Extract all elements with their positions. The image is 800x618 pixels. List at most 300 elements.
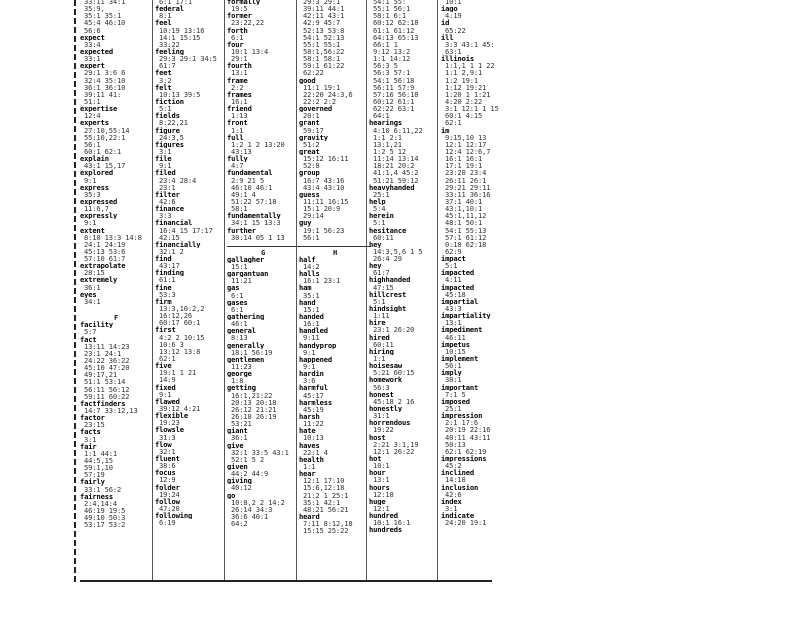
page-line-reference: 12:4 12:6,7 <box>445 147 491 156</box>
index-headword: impartiality <box>441 312 491 320</box>
page-line-reference: 45:13 53:6 <box>84 247 126 256</box>
page-line-reference: 35:1 <box>303 291 320 299</box>
index-headword: hey <box>369 240 382 248</box>
left-margin-rule <box>74 0 76 582</box>
page-line-reference: 42:6 <box>445 490 462 498</box>
page-line-reference: 10:1 <box>373 462 390 470</box>
page-line-reference: 49:17,21 <box>84 371 117 379</box>
index-headword: former <box>227 12 252 20</box>
index-headword: haves <box>299 441 320 449</box>
page-line-reference: 9:1 <box>159 390 172 398</box>
page-line-reference: 9:1 <box>159 162 172 170</box>
page-line-reference: 8:22,21 <box>159 119 188 127</box>
index-headword: formally <box>227 0 260 6</box>
index-headword: handed <box>299 313 324 321</box>
index-headword: hear <box>299 470 316 478</box>
index-column-6 <box>441 0 513 580</box>
column-divider <box>224 0 225 582</box>
index-headword: fourth <box>227 62 252 70</box>
page-line-reference: 29:21 29:11 <box>445 183 491 191</box>
page-line-reference: 58:1,56:22 <box>303 47 345 56</box>
page-line-reference: 23:22,22 <box>231 19 264 27</box>
index-headword: file <box>155 155 172 163</box>
page-line-reference: 1:1 2,9:1 <box>445 69 483 77</box>
page-line-reference: 3:1 <box>445 504 458 513</box>
index-headword: fixed <box>155 383 176 391</box>
page-line-reference: 51:1 53:14 <box>84 378 126 386</box>
page-line-reference: 3:1 12:1 1 15 <box>445 105 499 113</box>
page-line-reference: 52:8 <box>303 162 320 170</box>
page-line-reference: 35:3 <box>84 190 101 198</box>
index-headword: factfinders <box>80 399 126 408</box>
page-line-reference: 22:1 4 <box>303 448 328 456</box>
column-divider <box>152 0 153 582</box>
index-headword: flowsle <box>155 426 184 434</box>
index-headword: impression <box>441 412 483 420</box>
page-line-reference: 41:1,4 45:2 <box>373 169 419 177</box>
page-line-reference: 19:1 56:23 <box>303 226 345 234</box>
index-headword: filter <box>155 190 180 198</box>
index-headword: harmful <box>299 384 328 392</box>
index-headword: expertise <box>80 105 118 113</box>
page-line-reference: 15:6,12:18 <box>303 484 345 492</box>
page-line-reference: 56:3 5 <box>373 62 398 70</box>
page-line-reference: 54:1 52:13 <box>303 33 345 41</box>
page-line-reference: 32:1 33:5 43:1 <box>231 448 289 456</box>
index-headword: facility <box>80 321 113 329</box>
index-headword: gravity <box>299 133 328 141</box>
page-line-reference: 6:19 <box>159 519 176 527</box>
index-headword: folder <box>155 483 180 491</box>
page-line-reference: 60:1 4:15 <box>445 112 483 120</box>
page-line-reference: 11:14 13:14 <box>373 155 419 163</box>
page-line-reference: 9:1 <box>84 219 97 227</box>
index-headword: following <box>155 512 193 520</box>
index-headword: front <box>227 119 248 127</box>
index-headword: im <box>441 126 450 134</box>
page-line-reference: 7:11 8:12,18 <box>303 520 353 528</box>
page-line-reference: 51:1 <box>84 97 101 106</box>
page-line-reference: 21:2 1 25:1 <box>303 491 349 499</box>
page-line-reference: 29:1 <box>231 55 248 63</box>
page-line-reference: 0:10 62:18 <box>445 240 487 248</box>
page-line-reference: 16:12,26 <box>159 312 192 320</box>
index-headword: feet <box>155 69 172 77</box>
page-line-reference: 64:13 65:13 <box>373 33 419 41</box>
page-line-reference: 24:1 24:19 <box>84 240 126 248</box>
page-line-reference: 12:1 17:10 <box>303 477 345 485</box>
page-line-reference: 1:2 5 12 <box>373 147 406 156</box>
page-line-reference: 56:6 <box>84 26 101 34</box>
page-line-reference: 54:1 55:13 <box>445 226 487 234</box>
page-line-reference: 7:1 5 <box>445 390 466 398</box>
page-line-reference: 5:1 <box>445 262 458 270</box>
page-line-reference: 49:10 50:3 <box>84 514 126 522</box>
page-line-reference: 13:12 13:8 <box>159 347 201 356</box>
index-headword: fair <box>80 442 97 450</box>
page-line-reference: 10:1 16:1 <box>373 519 411 527</box>
page-line-reference: 9:1 <box>84 176 97 184</box>
index-headword: implement <box>441 355 479 363</box>
index-headword: heavyhanded <box>369 183 415 191</box>
page-line-reference: 12:4 <box>84 112 101 120</box>
page-line-reference: 46:11 <box>445 333 466 341</box>
page-line-reference: 13:3,10:2,2 <box>159 305 205 313</box>
index-headword: health <box>299 455 324 463</box>
page-line-reference: 10:1 <box>445 0 462 6</box>
page-line-reference: 9:1 <box>303 348 316 356</box>
page-line-reference: 59:1,10 <box>84 464 113 472</box>
page-line-reference: 49:1 4 <box>231 190 256 198</box>
index-headword: first <box>155 326 176 334</box>
page-line-reference: 5:1 <box>373 297 386 306</box>
index-headword: hot <box>369 455 382 463</box>
page-line-reference: 1:1 2:1 <box>373 133 402 141</box>
page-line-reference: 18:21 20:2 <box>373 162 415 170</box>
page-line-reference: 3:6 <box>303 377 316 385</box>
page-line-reference: 32:4 35:10 <box>84 76 126 84</box>
page-line-reference: 13:1 <box>373 476 390 484</box>
page-line-reference: 35:9, <box>84 5 105 13</box>
section-letter <box>80 305 152 313</box>
page-line-reference: 22:2 2:2 <box>303 97 336 106</box>
page-line-reference: 4:20 2:22 <box>445 97 483 106</box>
index-headword: ham <box>299 284 312 292</box>
index-headword: hesitance <box>369 226 407 234</box>
page-line-reference: 60:12 61:1 <box>373 97 415 106</box>
page-line-reference: 62:1 62:19 <box>445 447 487 455</box>
page-line-reference: 59:1 61:22 <box>303 62 345 70</box>
index-headword: indicate <box>441 512 474 520</box>
page-line-reference: 60:1 62:1 <box>84 147 122 156</box>
index-headword: guy <box>299 219 312 227</box>
page-line-reference: 11:23 <box>231 363 252 371</box>
page-line-reference: 3:3 43:1 45: <box>445 40 495 48</box>
page-line-reference: 58:1 6:1 <box>373 12 406 20</box>
page-line-reference: 4:10 6:11,22 <box>373 126 423 134</box>
index-headword: fairness <box>80 492 113 500</box>
index-headword: follow <box>155 497 180 505</box>
page-line-reference: 45:10 47:20 <box>84 364 130 372</box>
page-line-reference: 16:1 <box>303 320 320 328</box>
page-line-reference: 10:15 <box>445 347 466 356</box>
page-line-reference: 14:7 33:12,13 <box>84 407 138 415</box>
index-headword: hey <box>369 262 382 270</box>
page-line-reference: 34:1 <box>84 297 101 306</box>
index-headword: four <box>227 40 244 48</box>
index-headword: host <box>369 433 386 441</box>
index-headword: hearings <box>369 119 402 127</box>
page-line-reference: 33:22 <box>159 40 180 48</box>
index-headword: frames <box>227 90 252 98</box>
index-headword: given <box>227 463 248 471</box>
page-line-reference: 43:13 <box>231 147 252 156</box>
index-headword: hour <box>369 469 386 477</box>
page-line-reference: 29:3 29:1 <box>303 0 341 6</box>
page-line-reference: 11:1 19:1 <box>303 83 341 91</box>
index-headword: handyprop <box>299 341 337 349</box>
page-line-reference: 33:4 <box>84 40 101 48</box>
page-line-reference: 40:12 <box>231 484 252 492</box>
index-headword: gathering <box>227 313 265 321</box>
index-headword: figures <box>155 140 184 148</box>
index-headword: george <box>227 370 252 378</box>
page-line-reference: 45:2 <box>445 462 462 470</box>
index-headword: gentlemen <box>227 355 265 364</box>
page-line-reference: 42:6 <box>159 197 176 206</box>
index-headword: flawed <box>155 397 180 406</box>
page-line-reference: 36:1 36:10 <box>84 83 126 91</box>
page-line-reference: 57:19 <box>84 471 105 479</box>
page-line-reference: 12:1 26:22 <box>373 447 415 455</box>
page-line-reference: 44:2 44:9 <box>231 470 269 478</box>
page-line-reference: 38:1 <box>445 376 462 384</box>
page-line-reference: 10:13 39:5 <box>159 90 201 98</box>
page-line-reference: 29:14 <box>303 212 324 220</box>
page-line-reference: 9:12 13:2 <box>373 47 411 56</box>
page-line-reference: 8:1 <box>159 12 172 20</box>
page-line-reference: 43:1 15,17 <box>84 162 126 170</box>
index-headword: fields <box>155 112 180 120</box>
page-line-reference: 16:7 43:16 <box>303 176 345 184</box>
page-line-reference: 64:2 <box>231 520 248 528</box>
page-line-reference: 26:4 29 <box>373 255 402 263</box>
page-line-reference: 55:1 55:1 <box>303 40 341 48</box>
page-line-reference: 1:12 19:21 <box>445 83 487 91</box>
page-line-reference: 16:1,21:22 <box>231 391 273 399</box>
page-line-reference: 60:11 <box>373 340 394 348</box>
page-line-reference: 33:1 56:2 <box>84 485 122 493</box>
page-line-reference: 15:15 25:22 <box>303 527 349 535</box>
page-line-reference: 5:1 <box>373 219 386 227</box>
page-line-reference: 28:15 <box>84 269 105 277</box>
index-headword: expert <box>80 62 105 70</box>
column-divider <box>366 0 367 582</box>
index-headword: five <box>155 362 172 370</box>
page-line-reference: 11:22 <box>303 420 324 428</box>
page-line-reference: 15:12 16:11 <box>303 155 349 163</box>
index-headword: figure <box>155 126 180 134</box>
index-headword: harsh <box>299 413 320 421</box>
page-line-reference: 55:10,22:1 <box>84 133 126 141</box>
page-line-reference: 19:22 <box>373 426 394 434</box>
index-headword: impediment <box>441 326 483 334</box>
index-headword: fine <box>155 283 172 291</box>
page-line-reference: 9:11 <box>303 334 320 342</box>
index-headword: fiction <box>155 97 184 106</box>
index-column-5 <box>369 0 441 580</box>
page-line-reference: 65:22 <box>445 26 466 34</box>
page-line-reference: 56:3 <box>373 383 390 391</box>
index-headword: explain <box>80 155 109 163</box>
page-line-reference: 12:9 <box>159 476 176 484</box>
index-headword: good <box>299 76 316 84</box>
page-line-reference: 35:1 42:1 <box>303 498 341 506</box>
page-line-reference: 42:11 43:1 <box>303 12 345 20</box>
index-headword: impacted <box>441 283 474 291</box>
index-headword: illinois <box>441 55 474 63</box>
index-headword: feel <box>155 19 172 27</box>
page-line-reference: 12:1 12:17 <box>445 140 487 148</box>
page-line-reference: 46:10 46:1 <box>231 183 273 191</box>
index-headword: impetus <box>441 340 470 348</box>
index-headword: feeling <box>155 47 184 56</box>
page-line-reference: 6:1 <box>231 305 244 314</box>
index-headword: giant <box>227 427 248 435</box>
page-line-reference: 1:1 <box>231 126 244 134</box>
index-headword: grant <box>299 119 320 127</box>
index-headword: great <box>299 147 320 156</box>
page-line-reference: 14:3,5,6 1 5 <box>373 247 423 256</box>
page-line-reference: 51:22 57:18 <box>231 197 277 206</box>
page-line-reference: 23:4 28:4 <box>159 176 197 184</box>
page-line-reference: 1:2 19:1 <box>445 76 478 84</box>
page-line-reference: 42:15 <box>159 233 180 241</box>
index-headword: felt <box>155 83 172 91</box>
page-line-reference: 6:1 <box>231 33 244 41</box>
page-line-reference: 45:1,11,12 <box>445 212 487 220</box>
index-headword: expect <box>80 33 105 41</box>
page-line-reference: 34:1 15 13:3 <box>231 219 281 227</box>
index-headword: inclusion <box>441 483 479 491</box>
page-line-reference: 1:1 44:1 <box>84 449 117 457</box>
page-line-reference: 50:13 <box>445 440 466 448</box>
page-line-reference: 57:1 61:12 <box>445 233 487 241</box>
page-line-reference: 16:4 15 17:17 <box>159 226 213 234</box>
page-line-reference: 53:21 <box>231 420 252 428</box>
index-headword: hand <box>299 298 316 306</box>
index-headword: expected <box>80 47 113 56</box>
page-line-reference: 1:8 <box>231 377 244 385</box>
page-line-reference: 51:2 <box>303 140 320 148</box>
index-headword: flexible <box>155 412 188 420</box>
page-line-reference: 25:1 <box>445 405 462 413</box>
page-line-reference: 13:1 <box>231 69 248 77</box>
index-headword: extent <box>80 226 105 234</box>
index-headword: guess <box>299 190 320 198</box>
page-line-reference: 46:1 <box>231 320 248 328</box>
page-line-reference: 11:21 <box>231 277 252 285</box>
index-headword: gargantuan <box>227 270 269 278</box>
index-headword: factor <box>80 414 105 422</box>
page-line-reference: 46:19 19:5 <box>84 506 126 515</box>
page-line-reference: 43:1,10:1 <box>445 205 483 213</box>
page-line-reference: 44:5,15 <box>84 457 113 465</box>
page-line-reference: 1:11 <box>373 312 390 320</box>
index-headword: express <box>80 183 109 191</box>
page-line-reference: 12:18 <box>373 490 394 498</box>
page-line-reference: 66:1 1 <box>373 40 398 48</box>
page-line-reference: 56:11 57:9 <box>373 83 415 91</box>
page-line-reference: 3:3 <box>159 212 172 220</box>
page-line-reference: 2:1 17:6 <box>445 419 478 427</box>
page-line-reference: 40:11 43:11 <box>445 433 491 441</box>
index-headword: hindsight <box>369 305 407 313</box>
page-line-reference: 62:1 <box>159 355 176 363</box>
page-line-reference: 23:1 24:1 <box>84 349 122 358</box>
page-line-reference: 35:1 35:1 <box>84 12 122 20</box>
page-line-reference: 58:1 58:1 <box>303 55 341 63</box>
page-line-reference: 6:1 17:1 <box>159 0 192 6</box>
page-line-reference: 14:9 <box>159 376 176 384</box>
page-line-reference: 23:1 <box>159 183 176 191</box>
page-line-reference: 13:1 <box>445 319 462 327</box>
index-headword: imposed <box>441 397 470 406</box>
index-headword: gallagher <box>227 255 265 264</box>
index-headword: impartial <box>441 297 479 306</box>
page-line-reference: 15:1 <box>303 305 320 314</box>
index-headword: impact <box>441 255 466 263</box>
page-line-reference: 29:3 29:1 34:5 <box>159 55 217 63</box>
page-line-reference: 20:13 20:18 <box>231 398 277 406</box>
index-headword: explored <box>80 169 113 177</box>
page-line-reference: 19:5 <box>231 5 248 13</box>
page-line-reference: 20:1 <box>303 112 320 120</box>
index-headword: extrapolate <box>80 262 126 270</box>
page-line-reference: 4:2 2 10:15 <box>159 333 205 341</box>
page-line-reference: 48:21 56:21 <box>303 505 349 513</box>
index-headword: hillcrest <box>369 290 407 298</box>
page-line-reference: 62:1 <box>445 119 462 127</box>
index-headword: hire <box>369 319 386 327</box>
index-headword: hardin <box>299 370 324 378</box>
page-line-reference: 13:1,21 <box>373 140 402 148</box>
page-line-reference: 37:1 40:1 <box>445 197 483 206</box>
section-letter: F <box>113 313 119 322</box>
page-line-reference: 33:1 <box>84 55 101 63</box>
page-line-reference: 32:1 2 <box>159 247 184 256</box>
page-line-reference: 64:1 <box>373 112 390 120</box>
index-headword: gases <box>227 298 248 306</box>
index-headword: impressions <box>441 455 487 463</box>
page-line-reference: 2:4,14:4 <box>84 499 117 507</box>
index-headword: help <box>369 197 386 206</box>
page-line-reference: 60:11 <box>373 233 394 241</box>
page-line-reference: 62:22 <box>303 69 324 77</box>
page-line-reference: 1:20 1 1:21 <box>445 90 491 98</box>
page-line-reference: 15:1 20:9 <box>303 205 341 213</box>
index-headword: homework <box>369 376 402 384</box>
page-line-reference: 23:20 23:4 <box>445 169 487 177</box>
index-headword: financial <box>155 219 193 227</box>
page-line-reference: 43:4 43:10 <box>303 183 345 191</box>
index-headword: inclined <box>441 469 474 477</box>
page-line-reference: 42:9 45:7 <box>303 19 341 27</box>
index-headword: facts <box>80 428 101 436</box>
page-line-reference: 55:1 56:1 <box>373 5 411 13</box>
page-line-reference: 3:1 <box>159 147 172 156</box>
page-line-reference: 5:21 60:15 <box>373 369 415 377</box>
page-line-reference: 26:12 21:21 <box>231 405 277 414</box>
index-headword: find <box>155 255 172 263</box>
page-line-reference: 12:1 <box>373 504 390 513</box>
page-line-reference: 22:20 24:3,6 <box>303 90 353 98</box>
page-line-reference: 53:17 53:2 <box>84 521 126 529</box>
index-headword: eyes <box>80 290 97 298</box>
page-line-reference: 45:19 <box>303 405 324 414</box>
page-line-reference: 36:1 <box>84 283 101 291</box>
page-line-reference: 5:7 <box>84 328 97 336</box>
index-headword: hours <box>369 483 390 491</box>
page-line-reference: 9:15,10 13 <box>445 133 487 141</box>
page-line-reference: 53:3 <box>159 290 176 298</box>
page-line-reference: 45:17 <box>303 391 324 399</box>
page-line-reference: 10:13 <box>303 434 324 442</box>
page-line-reference: 16:1 <box>231 97 248 106</box>
page-line-reference: 30:14 05 1 13 <box>231 233 285 241</box>
index-headword: horrendous <box>369 419 411 427</box>
index-headword: getting <box>227 384 256 392</box>
